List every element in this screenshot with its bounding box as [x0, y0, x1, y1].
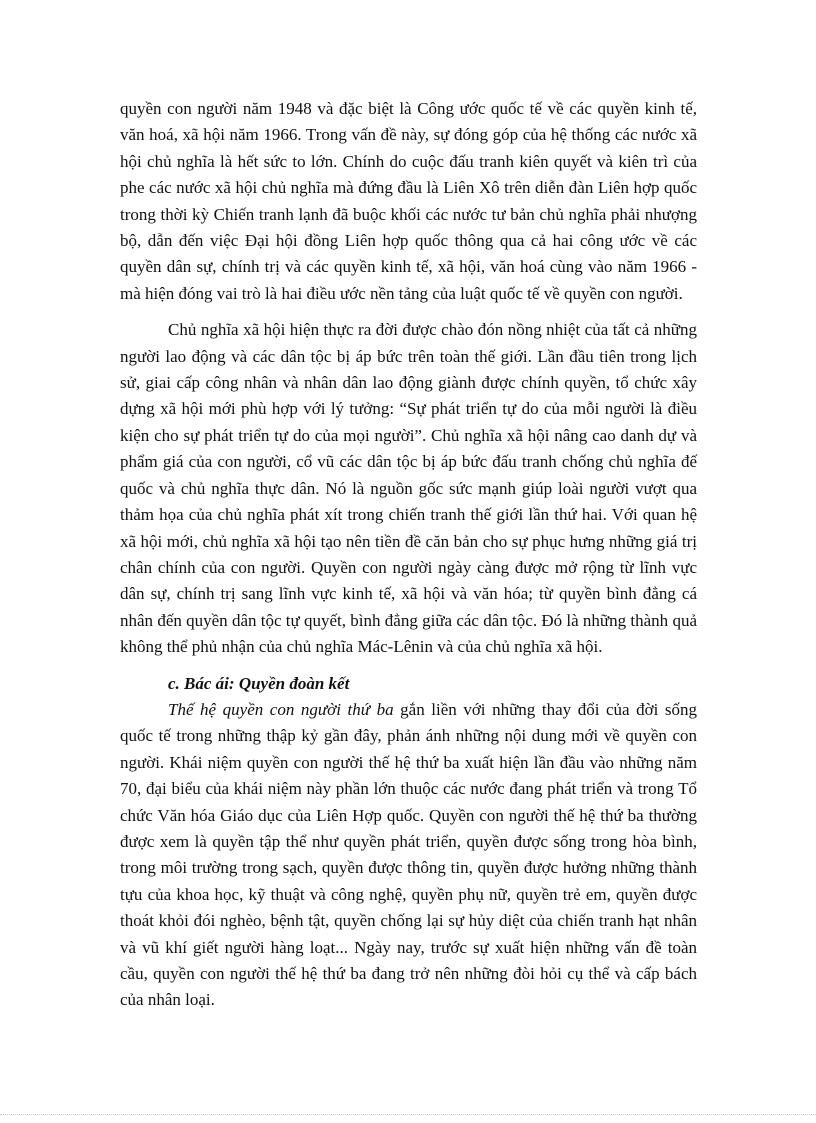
paragraph-continued: quyền con người năm 1948 và đặc biệt là Công ước quốc tế về các quyền kinh tế, văn hoá, xã hội năm 1966. Trong vấn đề này, sự đóng góp của hệ thống các nước xã hội chủ nghĩa là hết sức to lớn. Chính do cuộc đấu tranh kiên quyết và kiên trì của phe các nước xã hội chủ nghĩa mà đứng đầu là Liên Xô trên diễn đàn Liên hợp quốc trong thời kỳ Chiến tranh lạnh đã buộc khối các nước tư bản chủ nghĩa phải nhượng bộ, dẫn đến việc Đại hội đồng Liên hợp quốc thông qua cả hai công ước về các quyền dân sự, chính trị và các quyền kinh tế, xã hội, văn hoá cùng vào năm 1966 - mà hiện đóng vai trò là hai điều ước nền tảng của luật quốc tế về quyền con người.	[120, 99, 697, 303]
document-body	[120, 96, 697, 1014]
paragraph-third-generation	[120, 697, 697, 1014]
section-heading: c. Bác ái: Quyền đoàn kết	[168, 673, 350, 693]
page-bottom-divider	[0, 1114, 816, 1115]
paragraph-third-generation-text: gắn liền với những thay đổi của đời sống quốc tế trong những thập kỷ gần đây, phản ánh những nội dung mới về quyền con người. Khái niệm quyền con người thế hệ thứ ba xuất hiện lần đầu vào những năm 70, đại biểu của khái niệm này phần lớn thuộc các nước đang phát triển và trong Tổ chức Văn hóa Giáo dục của Liên Hợp quốc. Quyền con người thế hệ thứ ba thường được xem là quyền tập thể như quyền phát triển, quyền được sống trong hòa bình, trong môi trường trong sạch, quyền được thông tin, quyền được hưởng những thành tựu của khoa học, kỹ thuật và công nghệ, quyền phụ nữ, quyền trẻ em, quyền được thoát khỏi đói nghèo, bệnh tật, quyền chống lại sự hủy diệt của chiến tranh hạt nhân và vũ khí giết người hàng loạt... Ngày nay, trước sự xuất hiện những vấn đề toàn cầu, quyền con người thế hệ thứ ba đang trở nên những đòi hỏi cụ thể và cấp bách của nhân loại.	[120, 699, 698, 1010]
paragraph-real-socialism: Chủ nghĩa xã hội hiện thực ra đời được chào đón nồng nhiệt của tất cả những người lao động và các dân tộc bị áp bức trên toàn thế giới. Lần đầu tiên trong lịch sử, giai cấp công nhân và nhân dân lao động giành được chính quyền, tổ chức xây dựng xã hội mới phù hợp với lý tưởng: “Sự phát triển tự do của mỗi người là điều kiện cho sự phát triển tự do của mọi người”. Chủ nghĩa xã hội nâng cao danh dự và phẩm giá của con người, cổ vũ các dân tộc bị áp bức đấu tranh chống chủ nghĩa đế quốc và chủ nghĩa thực dân. Nó là nguồn gốc sức mạnh giúp loài người vượt qua thảm họa của chủ nghĩa phát xít trong chiến tranh thế giới lần thứ hai. Với quan hệ xã hội mới, chủ nghĩa xã hội tạo nên tiền đề căn bản cho sự phục hưng những giá trị chân chính của con người. Quyền con người ngày càng được mở rộng từ lĩnh vực dân sự, chính trị sang lĩnh vực kinh tế, xã hội và văn hóa; từ quyền bình đẳng cá nhân đến quyền dân tộc tự quyết, bình đẳng giữa các dân tộc. Đó là những thành quả không thể phủ nhận của chủ nghĩa Mác-Lênin và của chủ nghĩa xã hội.	[120, 320, 697, 657]
italic-term: Thế hệ quyền con người thứ ba	[168, 699, 394, 719]
